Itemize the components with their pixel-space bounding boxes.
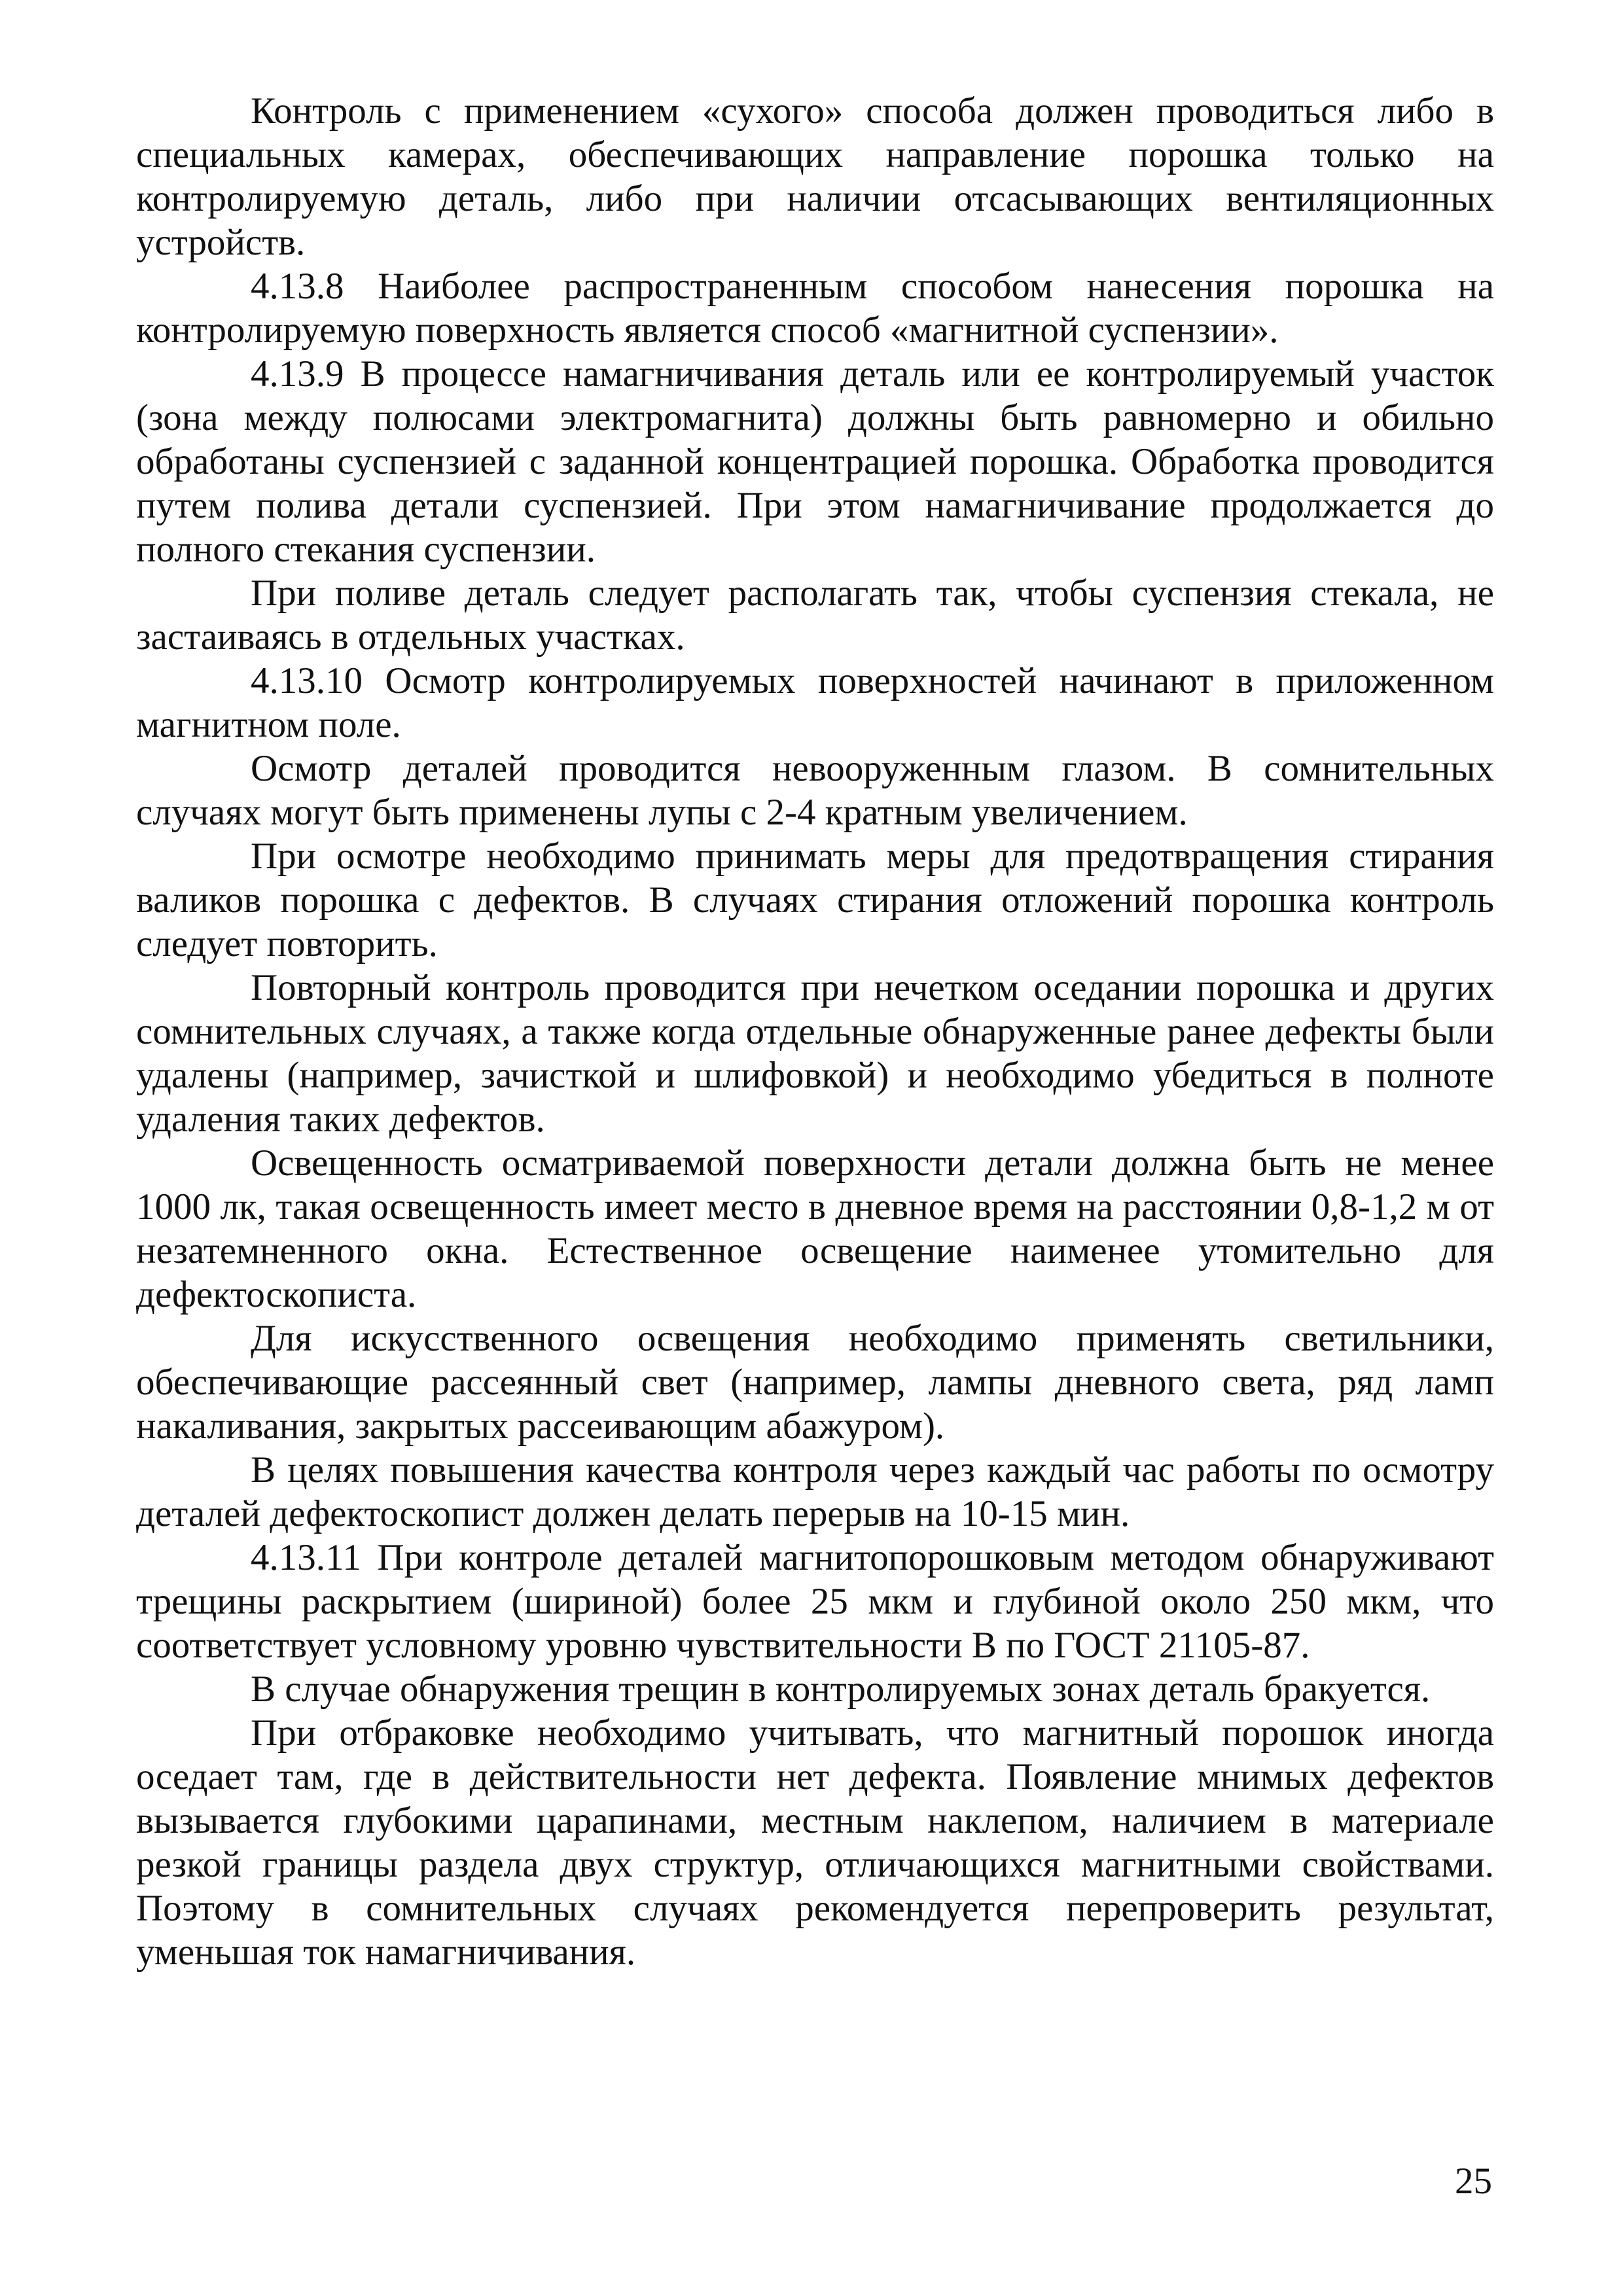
- paragraph-rejection: В случае обнаружения трещин в контролируемых зонах деталь бракуется.: [251, 1669, 1431, 1710]
- paragraph-illumination: Освещенность осматриваемой поверхности детали должна быть не менее 1000 лк, такая освещенность имеет место в дневное время на расстоянии 0,8-1,2 м от незатемненного окна. Естественное освещение наименее утомительно для дефектоскописта.: [136, 1142, 1494, 1315]
- paragraph-false-defects: При отбраковке необходимо учитывать, что магнитный порошок иногда оседает там, где в действительности нет дефекта. Появление мнимых дефектов вызывается глубокими царапинами, местным наклепом, наличием в материале резкой границы раздела двух структур, отличающихся магнитными свойствами. Поэтому в сомнительных случаях рекомендуется перепроверить результат, уменьшая ток намагничивания.: [136, 1712, 1494, 1973]
- paragraph-artificial-lighting: Для искусственного освещения необходимо применять светильники, обеспечивающие рассеянный свет (например, лампы дневного света, ряд ламп накаливания, закрытых рассеивающим абажуром).: [136, 1318, 1494, 1447]
- paragraph-4-13-8: 4.13.8 Наиболее распространенным способом нанесения порошка на контролируемую поверхность является способ «магнитной суспензии».: [136, 266, 1494, 351]
- paragraph-4-13-9: 4.13.9 В процессе намагничивания деталь или ее контролируемый участок (зона между полюсами электромагнита) должны быть равномерно и обильно обработаны суспензией с заданной концентрацией порошка. Обработка проводится путем полива детали суспензией. При этом намагничивание продолжается до полного стекания суспензии.: [136, 353, 1494, 570]
- paragraph-visual-inspection: Осмотр деталей проводится невооруженным глазом. В сомнительных случаях могут быть применены лупы с 2-4 кратным увеличением.: [136, 748, 1494, 833]
- paragraph-prevent-erasure: При осмотре необходимо принимать меры для предотвращения стирания валиков порошка с дефектов. В случаях стирания отложений порошка контроль следует повторить.: [136, 836, 1494, 964]
- paragraph-4-13-10: 4.13.10 Осмотр контролируемых поверхностей начинают в приложенном магнитном поле.: [136, 660, 1494, 745]
- paragraph-repeat-control: Повторный контроль проводится при нечетком оседании порошка и других сомнительных случаях, а также когда отдельные обнаруженные ранее дефекты были удалены (например, зачисткой и шлифовкой) и необходимо убедиться в полноте удаления таких дефектов.: [136, 967, 1494, 1140]
- page-number: 25: [1455, 2161, 1492, 2202]
- paragraph-watering-position: При поливе деталь следует располагать так, чтобы суспензия стекала, не застаиваясь в отдельных участках.: [136, 573, 1494, 658]
- body-text: [136, 89, 1494, 1974]
- paragraph-4-13-11: 4.13.11 При контроле деталей магнитопорошковым методом обнаруживают трещины раскрытием (шириной) более 25 мкм и глубиной около 250 мкм, что соответствует условному уровню чувствительности В по ГОСТ 21105-87.: [136, 1537, 1494, 1666]
- paragraph-break-interval: В целях повышения качества контроля через каждый час работы по осмотру деталей дефектоскопист должен делать перерыв на 10-15 мин.: [136, 1449, 1494, 1534]
- paragraph-dry-method-control: Контроль с применением «сухого» способа должен проводиться либо в специальных камерах, обеспечивающих направление порошка только на контролируемую деталь, либо при наличии отсасывающих вентиляционных устройств.: [136, 90, 1494, 263]
